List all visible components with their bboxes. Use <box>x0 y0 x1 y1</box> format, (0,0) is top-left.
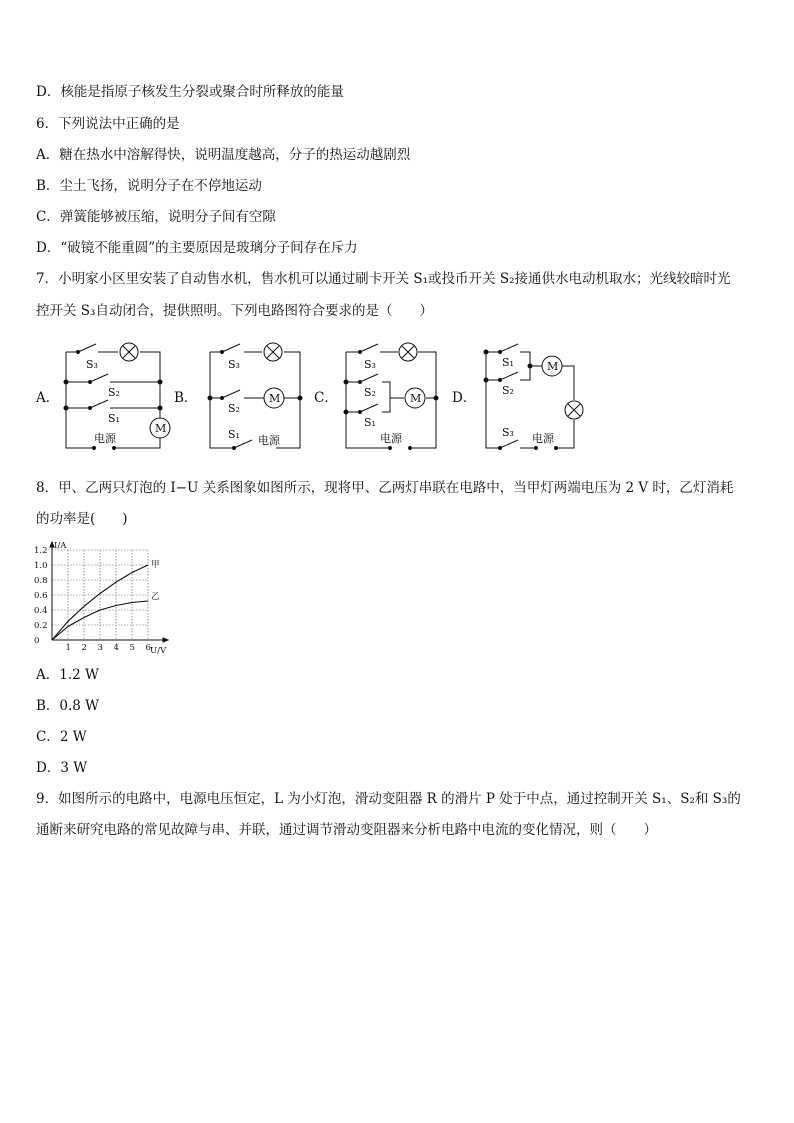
x-tick-label: 3 <box>97 643 103 653</box>
a-s2-label: S₂ <box>108 386 120 399</box>
series-label-1: 甲 <box>151 560 160 570</box>
y-tick-label: 0.2 <box>34 621 48 631</box>
b-motor-label: M <box>269 392 281 405</box>
c-motor-label: M <box>410 392 422 405</box>
d-s2-label: S₂ <box>502 384 514 397</box>
x-axis-arrow <box>163 638 168 642</box>
x-tick-label: 2 <box>81 643 87 653</box>
question-7-stem-line-1: 7．小明家小区里安装了自动售水机，售水机可以通过刷卡开关 S₁或投币开关 S₂接通供水电动机取水；光线较暗时光 <box>36 271 731 287</box>
circuit-b <box>208 343 302 450</box>
b-s1-label: S₁ <box>228 428 240 441</box>
b-s3-label: S₃ <box>228 358 240 371</box>
question-6-stem: 6．下列说法中正确的是 <box>36 116 180 132</box>
question-6-option-b: B．尘土飞扬，说明分子在不停地运动 <box>36 178 262 194</box>
question-8-option-b: B．0.8 W <box>36 698 100 714</box>
question-6-option-a: A．糖在热水中溶解得快，说明温度越高，分子的热运动越剧烈 <box>36 147 411 163</box>
question-9-stem-line-2: 通断来研究电路的常见故障与串、并联，通过调节滑动变阻器来分析电路中电流的变化情况，则（ ） <box>36 822 657 838</box>
y-tick-label: 0 <box>34 636 40 646</box>
question-6-option-d: D．“破镜不能重圆”的主要原因是玻璃分子间存在斥力 <box>36 240 358 256</box>
a-s1-label: S₁ <box>108 412 120 425</box>
a-s3-label: S₃ <box>86 358 98 371</box>
c-s1-label: S₁ <box>364 416 376 429</box>
b-s2-label: S₂ <box>228 402 240 415</box>
question-8-stem-line-2: 的功率是( ) <box>36 511 128 527</box>
circuit-label-d: D． <box>452 390 477 406</box>
x-tick-label: 4 <box>113 643 119 653</box>
x-tick-label: 5 <box>129 643 135 653</box>
d-power-label: 电源 <box>532 432 554 445</box>
x-tick-label: 1 <box>65 643 71 653</box>
circuit-label-c: C． <box>314 390 338 406</box>
question-8-option-c: C．2 W <box>36 729 87 745</box>
y-tick-label: 1.0 <box>34 561 48 571</box>
y-axis-label: I/A <box>54 541 67 551</box>
d-s3-label: S₃ <box>502 426 514 439</box>
c-power-label: 电源 <box>380 432 402 445</box>
y-tick-label: 0.8 <box>34 576 48 586</box>
c-s3-label: S₃ <box>364 358 376 371</box>
question-9-stem-line-1: 9．如图所示的电路中，电源电压恒定，L 为小灯泡，滑动变阻器 R 的滑片 P 处于中点，通过控制开关 S₁、S₂和 S₃的 <box>36 791 741 807</box>
circuit-label-a: A． <box>36 390 60 406</box>
y-tick-label: 0.6 <box>34 591 48 601</box>
iu-graph <box>32 536 172 658</box>
y-tick-label: 1.2 <box>34 546 48 556</box>
y-tick-label: 0.4 <box>34 606 48 616</box>
d-motor-label: M <box>547 360 559 373</box>
question-8-stem-line-1: 8．甲、乙两只灯泡的 I−U 关系图象如图所示，现将甲、乙两灯串联在电路中，当甲灯两端电压为 2 V 时，乙灯消耗 <box>36 480 734 496</box>
c-s2-label: S₂ <box>364 386 376 399</box>
x-axis-label: U/V <box>150 646 167 656</box>
x-tick-label: 6 <box>145 643 151 653</box>
a-motor-label: M <box>155 422 167 435</box>
text-line-1: D．核能是指原子核发生分裂或聚合时所释放的能量 <box>36 84 344 100</box>
d-s1-label: S₁ <box>502 356 514 369</box>
b-power-label: 电源 <box>258 434 280 447</box>
question-8-option-a: A．1.2 W <box>36 667 99 683</box>
question-7-stem-line-2: 控开关 S₃自动闭合，提供照明。下列电路图符合要求的是（ ） <box>36 303 433 319</box>
circuit-diagrams <box>0 336 794 466</box>
a-power-label: 电源 <box>94 432 116 445</box>
circuit-label-b: B． <box>174 390 198 406</box>
question-6-option-c: C．弹簧能够被压缩，说明分子间有空隙 <box>36 209 276 225</box>
question-8-option-d: D．3 W <box>36 760 88 776</box>
series-label-2: 乙 <box>151 592 160 602</box>
